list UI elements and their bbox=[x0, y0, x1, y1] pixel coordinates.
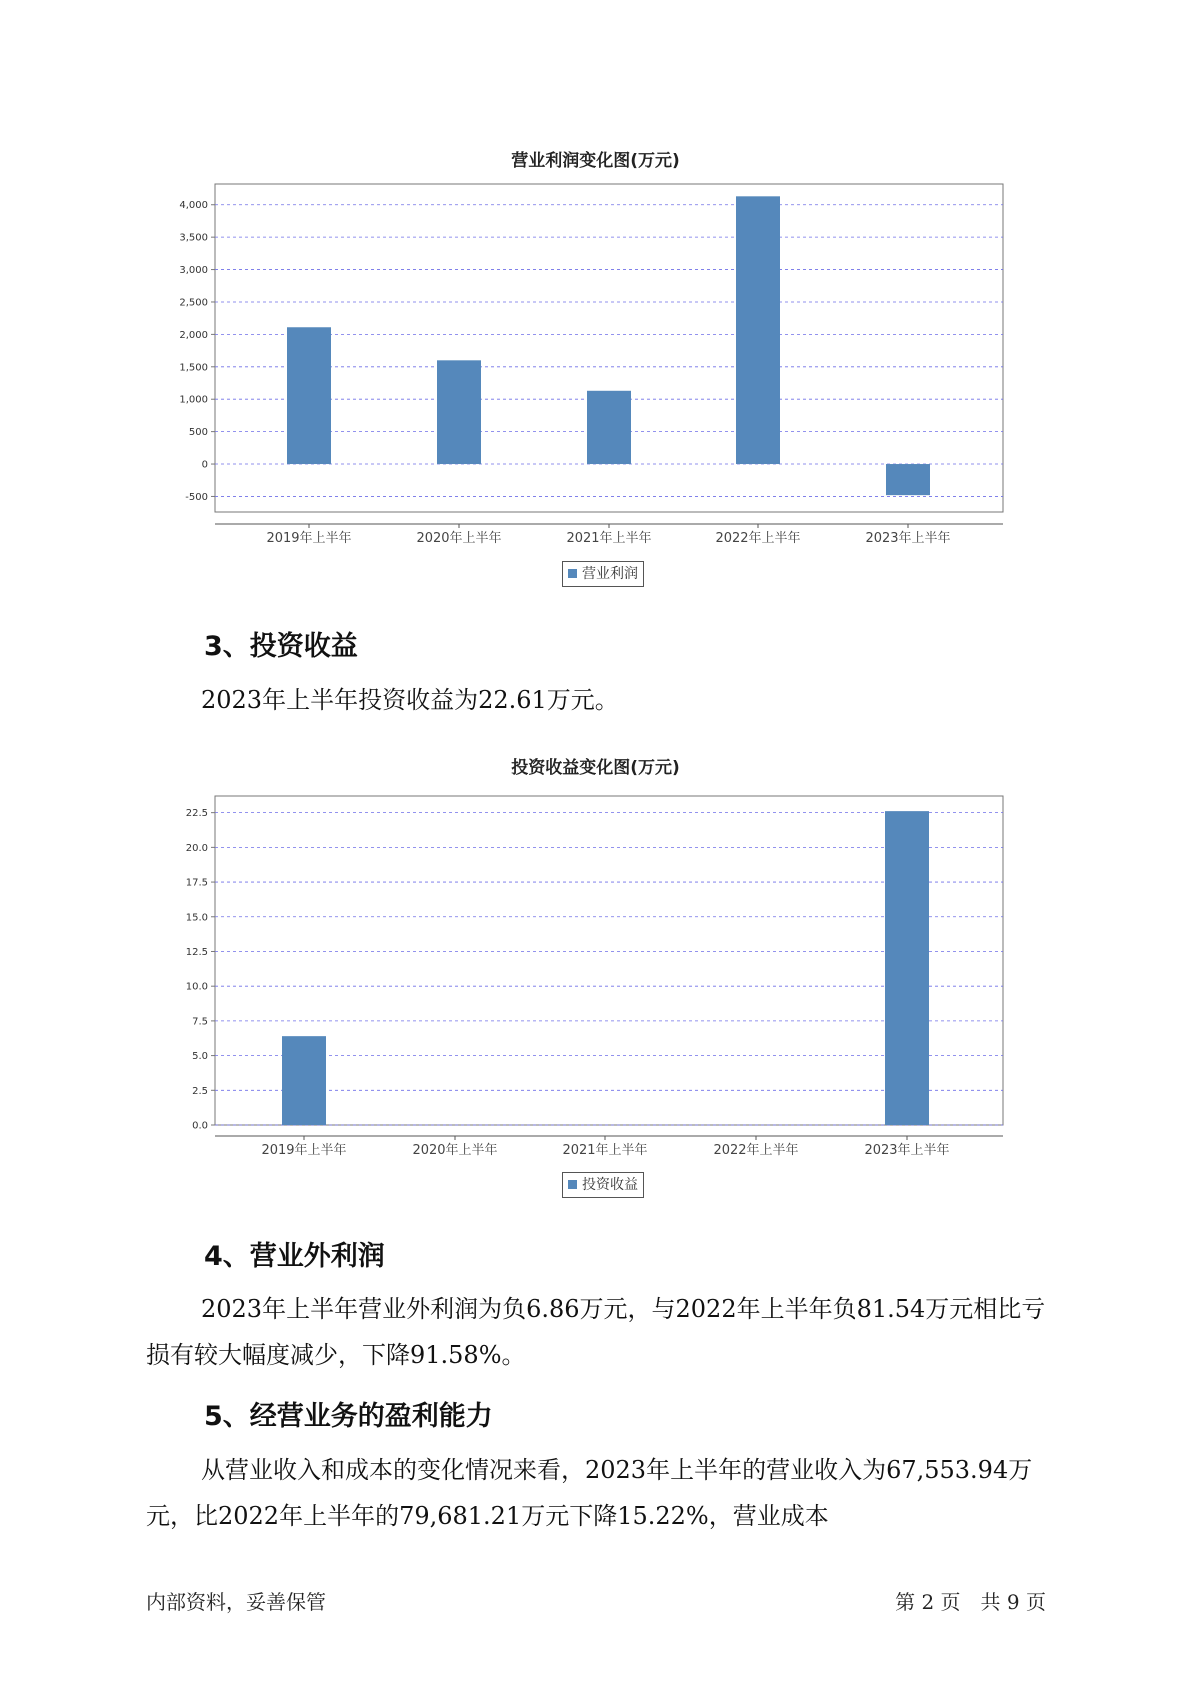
y-tick-label: 22.5 bbox=[185, 808, 208, 820]
section-3-body: 2023年上半年投资收益为22.61万元。 bbox=[201, 686, 619, 714]
footer-page-number: 第 2 页 共 9 页 bbox=[895, 1590, 1046, 1614]
y-tick-label: 500 bbox=[188, 427, 208, 439]
y-tick-label: 1,000 bbox=[179, 394, 208, 406]
x-tick-label: 2023年上半年 bbox=[864, 1143, 950, 1158]
bar bbox=[886, 464, 930, 495]
bar bbox=[437, 360, 481, 464]
section-4-heading: 4、营业外利润 bbox=[204, 1241, 385, 1272]
chart-2-legend bbox=[562, 1172, 644, 1198]
y-tick-label: 10.0 bbox=[185, 981, 208, 993]
chart-1-legend-label: 营业利润 bbox=[582, 566, 638, 582]
y-tick-label: 17.5 bbox=[185, 877, 208, 889]
section-3-heading: 3、投资收益 bbox=[204, 631, 358, 662]
y-tick-label: 0.0 bbox=[192, 1120, 208, 1132]
section-4-body: 2023年上半年营业外利润为负6.86万元，与2022年上半年负81.54万元相比亏损有较大幅度减少，下降91.58%。 bbox=[146, 1295, 1046, 1369]
x-tick-label: 2020年上半年 bbox=[412, 1143, 498, 1158]
x-tick-label: 2020年上半年 bbox=[416, 531, 502, 546]
legend-swatch bbox=[568, 569, 577, 578]
y-tick-label: 7.5 bbox=[192, 1016, 208, 1028]
bar bbox=[287, 327, 331, 464]
bar bbox=[587, 391, 631, 464]
y-tick-label: 2,000 bbox=[179, 329, 208, 341]
y-tick-label: 3,000 bbox=[179, 265, 208, 277]
y-tick-label: 3,500 bbox=[179, 232, 208, 244]
bar bbox=[885, 811, 929, 1125]
chart-1-operating-profit bbox=[0, 160, 1191, 560]
x-tick-label: 2021年上半年 bbox=[562, 1143, 648, 1158]
plot-area bbox=[215, 796, 1003, 1125]
bar bbox=[736, 196, 780, 464]
legend-swatch bbox=[568, 1180, 577, 1189]
bar bbox=[282, 1036, 326, 1125]
chart-1-legend bbox=[562, 561, 644, 587]
y-tick-label: 5.0 bbox=[192, 1051, 208, 1063]
y-tick-label: 0 bbox=[201, 459, 208, 471]
y-tick-label: 4,000 bbox=[179, 200, 208, 212]
x-tick-label: 2019年上半年 bbox=[261, 1143, 347, 1158]
x-tick-label: 2023年上半年 bbox=[865, 531, 951, 546]
y-tick-label: 2,500 bbox=[179, 297, 208, 309]
x-tick-label: 2022年上半年 bbox=[715, 531, 801, 546]
y-tick-label: 12.5 bbox=[185, 946, 208, 958]
section-5-body: 从营业收入和成本的变化情况来看，2023年上半年的营业收入为67,553.94万元，比2022年上半年的79,681.21万元下降15.22%，营业成本 bbox=[146, 1456, 1033, 1530]
x-tick-label: 2022年上半年 bbox=[713, 1143, 799, 1158]
chart-2-title: 投资收益变化图(万元) bbox=[511, 758, 680, 778]
y-tick-label: 1,500 bbox=[179, 362, 208, 374]
y-tick-label: -500 bbox=[185, 491, 208, 503]
chart-2-investment-income bbox=[0, 780, 1191, 1170]
chart-1-title: 营业利润变化图(万元) bbox=[511, 151, 680, 171]
y-tick-label: 2.5 bbox=[192, 1085, 208, 1097]
section-5-heading: 5、经营业务的盈利能力 bbox=[204, 1401, 493, 1432]
y-tick-label: 15.0 bbox=[185, 912, 208, 924]
footer-confidential: 内部资料，妥善保管 bbox=[146, 1590, 326, 1614]
x-tick-label: 2019年上半年 bbox=[266, 531, 352, 546]
y-tick-label: 20.0 bbox=[185, 842, 208, 854]
x-tick-label: 2021年上半年 bbox=[566, 531, 652, 546]
chart-2-legend-label: 投资收益 bbox=[582, 1177, 638, 1193]
